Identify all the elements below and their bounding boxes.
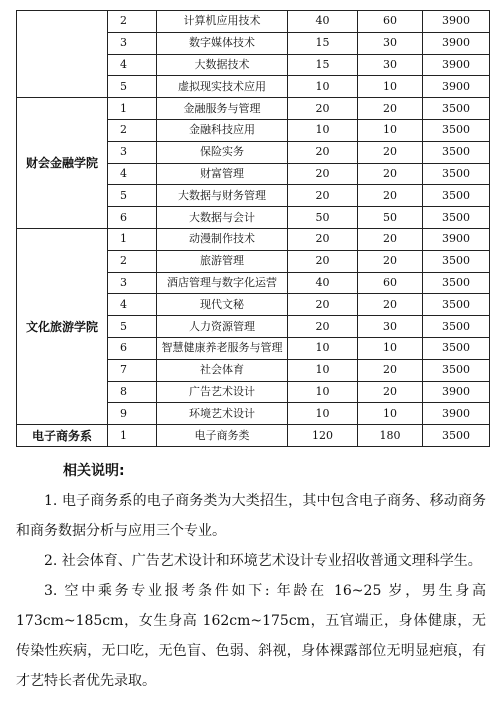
tuition-fee: 3900: [423, 32, 490, 54]
row-number: 5: [108, 185, 157, 207]
row-number: 2: [108, 11, 157, 33]
plan-count-1: 20: [288, 316, 358, 338]
enrollment-table-body: [17, 11, 490, 447]
plan-count-2: 20: [358, 294, 423, 316]
department-cell: 文化旅游学院: [17, 228, 108, 424]
notes-section: [16, 456, 486, 696]
row-number: 6: [108, 207, 157, 229]
tuition-fee: 3500: [423, 337, 490, 359]
major-name: 电子商务类: [157, 425, 288, 447]
major-name: 大数据与财务管理: [157, 185, 288, 207]
plan-count-2: 20: [358, 381, 423, 403]
major-name: 环境艺术设计: [157, 403, 288, 425]
plan-count-1: 20: [288, 228, 358, 250]
plan-count-2: 20: [358, 250, 423, 272]
plan-count-2: 20: [358, 98, 423, 120]
plan-count-2: 20: [358, 185, 423, 207]
tuition-fee: 3500: [423, 316, 490, 338]
tuition-fee: 3500: [423, 272, 490, 294]
major-name: 数字媒体技术: [157, 32, 288, 54]
plan-count-2: 10: [358, 76, 423, 98]
plan-count-1: 10: [288, 381, 358, 403]
note-item-3: 3. 空中乘务专业报考条件如下: 年龄在 16~25 岁，男生身高 173cm~185cm，女生身高 162cm~175cm，五官端正，身体健康，无传染性疾病，无口吃，无色盲、色弱、斜视，身体裸露部位无明显疤痕，有才艺特长者优先录取。: [16, 583, 486, 689]
tuition-fee: 3900: [423, 11, 490, 33]
plan-count-1: 15: [288, 32, 358, 54]
row-number: 5: [108, 316, 157, 338]
plan-count-2: 10: [358, 403, 423, 425]
row-number: 4: [108, 163, 157, 185]
major-name: 金融科技应用: [157, 119, 288, 141]
plan-count-1: 20: [288, 250, 358, 272]
major-name: 财富管理: [157, 163, 288, 185]
row-number: 2: [108, 119, 157, 141]
tuition-fee: 3900: [423, 403, 490, 425]
major-name: 大数据技术: [157, 54, 288, 76]
row-number: 3: [108, 32, 157, 54]
major-name: 广告艺术设计: [157, 381, 288, 403]
major-name: 社会体育: [157, 359, 288, 381]
plan-count-2: 180: [358, 425, 423, 447]
tuition-fee: 3500: [423, 425, 490, 447]
plan-count-1: 10: [288, 119, 358, 141]
row-number: 3: [108, 272, 157, 294]
major-name: 金融服务与管理: [157, 98, 288, 120]
plan-count-1: 15: [288, 54, 358, 76]
row-number: 5: [108, 76, 157, 98]
plan-count-1: 10: [288, 337, 358, 359]
row-number: 4: [108, 294, 157, 316]
plan-count-1: 10: [288, 76, 358, 98]
plan-count-1: 20: [288, 163, 358, 185]
plan-count-1: 50: [288, 207, 358, 229]
plan-count-2: 50: [358, 207, 423, 229]
row-number: 1: [108, 228, 157, 250]
tuition-fee: 3900: [423, 228, 490, 250]
row-number: 7: [108, 359, 157, 381]
plan-count-1: 40: [288, 272, 358, 294]
row-number: 9: [108, 403, 157, 425]
table-row: [17, 11, 490, 33]
tuition-fee: 3500: [423, 163, 490, 185]
tuition-fee: 3500: [423, 359, 490, 381]
table-row: [17, 98, 490, 120]
tuition-fee: 3500: [423, 119, 490, 141]
plan-count-2: 20: [358, 228, 423, 250]
tuition-fee: 3500: [423, 294, 490, 316]
plan-count-1: 10: [288, 359, 358, 381]
plan-count-2: 20: [358, 359, 423, 381]
major-name: 人力资源管理: [157, 316, 288, 338]
department-cell: 电子商务系: [17, 425, 108, 447]
tuition-fee: 3900: [423, 76, 490, 98]
notes-title: 相关说明:: [63, 463, 125, 479]
plan-count-1: 10: [288, 403, 358, 425]
row-number: 8: [108, 381, 157, 403]
major-name: 大数据与会计: [157, 207, 288, 229]
major-name: 动漫制作技术: [157, 228, 288, 250]
plan-count-2: 10: [358, 119, 423, 141]
plan-count-2: 60: [358, 272, 423, 294]
tuition-fee: 3500: [423, 207, 490, 229]
tuition-fee: 3900: [423, 381, 490, 403]
note-item-1: 1. 电子商务系的电子商务类为大类招生，其中包含电子商务、移动商务和商务数据分析与应用三个专业。: [16, 493, 486, 539]
table-row: [17, 425, 490, 447]
plan-count-2: 30: [358, 54, 423, 76]
plan-count-2: 20: [358, 141, 423, 163]
major-name: 酒店管理与数字化运营: [157, 272, 288, 294]
row-number: 2: [108, 250, 157, 272]
tuition-fee: 3500: [423, 250, 490, 272]
department-cell: [17, 11, 108, 98]
major-name: 智慧健康养老服务与管理: [157, 337, 288, 359]
tuition-fee: 3500: [423, 185, 490, 207]
plan-count-2: 60: [358, 11, 423, 33]
row-number: 3: [108, 141, 157, 163]
plan-count-1: 20: [288, 141, 358, 163]
plan-count-1: 20: [288, 294, 358, 316]
row-number: 1: [108, 425, 157, 447]
tuition-fee: 3500: [423, 141, 490, 163]
row-number: 1: [108, 98, 157, 120]
tuition-fee: 3500: [423, 98, 490, 120]
plan-count-2: 10: [358, 337, 423, 359]
major-name: 旅游管理: [157, 250, 288, 272]
major-name: 虚拟现实技术应用: [157, 76, 288, 98]
plan-count-2: 20: [358, 163, 423, 185]
major-name: 保险实务: [157, 141, 288, 163]
plan-count-2: 30: [358, 316, 423, 338]
tuition-fee: 3900: [423, 54, 490, 76]
department-cell: 财会金融学院: [17, 98, 108, 229]
plan-count-1: 20: [288, 185, 358, 207]
row-number: 6: [108, 337, 157, 359]
note-item-2: 2. 社会体育、广告艺术设计和环境艺术设计专业招收普通文理科学生。: [44, 553, 482, 569]
major-name: 现代文秘: [157, 294, 288, 316]
plan-count-1: 20: [288, 98, 358, 120]
row-number: 4: [108, 54, 157, 76]
enrollment-table: [16, 10, 490, 447]
table-row: [17, 228, 490, 250]
plan-count-2: 30: [358, 32, 423, 54]
major-name: 计算机应用技术: [157, 11, 288, 33]
plan-count-1: 40: [288, 11, 358, 33]
plan-count-1: 120: [288, 425, 358, 447]
